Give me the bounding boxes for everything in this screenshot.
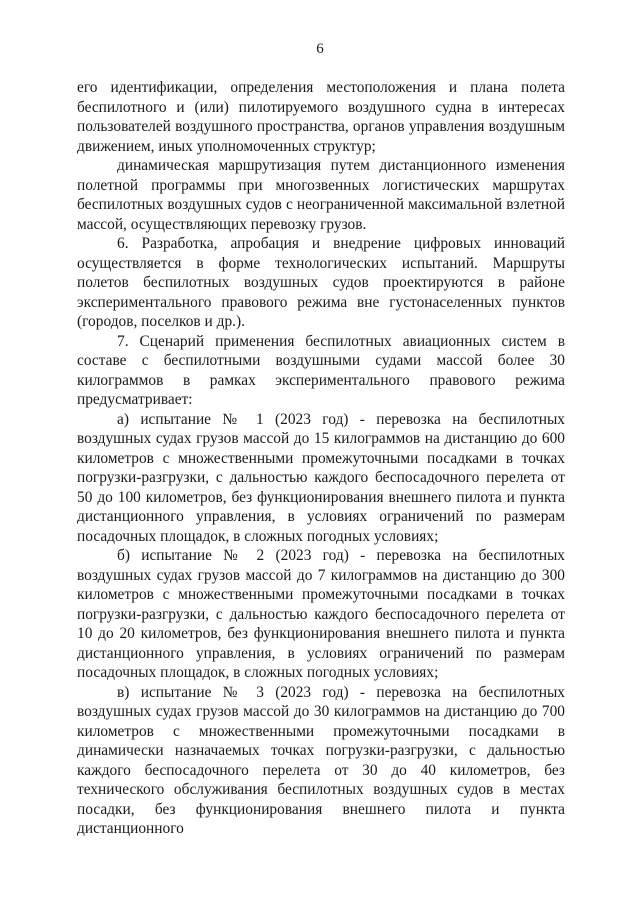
- paragraph-test-1: а) испытание № 1 (2023 год) - перевозка на беспилотных воздушных судах грузов массой до 15 килограммов на дистанцию до 600 километров с множественными промежуточными посадками в точках погрузки-разгрузки, с дальностью каждого беспосадочного перелета от 50 до 100 километров, без функционирования внешнего пилота и пункта дистанционного управления, в условиях ограничений по размерам посадочных площадок, в сложных погодных условиях;: [77, 410, 565, 545]
- paragraph-test-2: б) испытание № 2 (2023 год) - перевозка на беспилотных воздушных судах грузов массой до 7 килограммов на дистанцию до 300 километров с множественными промежуточными посадками в точках погрузки-разгрузки, с дальностью каждого беспосадочного перелета от 10 до 20 километров, без функционирования внешнего пилота и пункта дистанционного управления, в условиях ограничений по размерам посадочных площадок, в сложных погодных условиях;: [77, 547, 565, 681]
- paragraph-dynamic-routing: динамическая маршрутизация путем дистанционного изменения полетной программы при многозвенных логистических маршрутах беспилотных воздушных судов с неограниченной максимальной взлетной массой, осуществляющих перевозку грузов.: [77, 157, 565, 233]
- paragraph-test-3: в) испытание № 3 (2023 год) - перевозка на беспилотных воздушных судах грузов массой до 30 килограммов на дистанцию до 700 километров с множественными промежуточными посадками в динамически назначаемых точках погрузки-разгрузки, с дальностью каждого беспосадочного перелета от 30 до 40 километров, без технического обслуживания беспилотных воздушных судов в местах посадки, без функционирования внешнего пилота и пункта дистанционного: [77, 683, 565, 837]
- page-number: 6: [316, 41, 324, 57]
- paragraph-item-6: 6. Разработка, апробация и внедрение цифровых инноваций осуществляется в форме технологических испытаний. Маршруты полетов беспилотных воздушных судов проектируются в районе экспериментального правового режима вне густонаселенных пунктов (городов, поселков и др.).: [77, 235, 565, 330]
- document-body: [77, 78, 565, 839]
- paragraph-item-7: 7. Сценарий применения беспилотных авиационных систем в составе с беспилотными воздушными судами массой более 30 килограммов в рамках экспериментального правового режима предусматривает:: [77, 332, 565, 408]
- paragraph-continuation: его идентификации, определения местоположения и плана полета беспилотного и (или) пилотируемого воздушного судна в интересах пользователей воздушного пространства, органов управления воздушным движением, иных уполномоченных структур;: [77, 79, 565, 155]
